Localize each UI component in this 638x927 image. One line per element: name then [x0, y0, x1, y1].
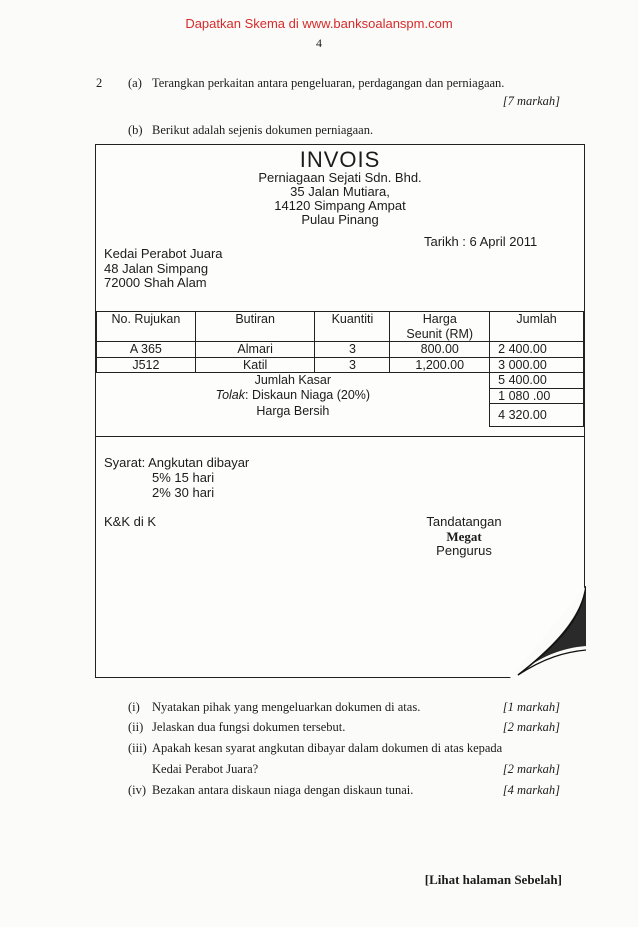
seller-state: Pulau Pinang — [301, 212, 379, 227]
table-row — [97, 357, 584, 373]
col-qty: Kuantiti — [315, 312, 390, 342]
row-ref: J512 — [97, 357, 196, 373]
subq-num: (i) — [128, 700, 140, 714]
row-total: 3 000.00 — [490, 357, 584, 373]
col-ref: No. Rujukan — [97, 312, 196, 342]
gross-label: Jumlah Kasar — [97, 373, 490, 389]
gross-value: 5 400.00 — [490, 373, 584, 389]
subq-marks: [1 markah] — [502, 700, 560, 714]
col-total: Jumlah — [490, 312, 584, 342]
discount-row — [97, 388, 584, 404]
term-item: 5% 15 hari — [152, 470, 215, 485]
part-b-label: (b) — [128, 123, 143, 137]
eoe-text: K&K di K — [104, 514, 157, 529]
seller-postcode: 14120 Simpang Ampat — [274, 198, 406, 213]
subq-text: Nyatakan pihak yang mengeluarkan dokumen di atas. — [152, 700, 421, 714]
invoice-table — [96, 311, 584, 427]
row-desc: Almari — [195, 342, 315, 358]
discount-prefix: Tolak — [215, 388, 245, 402]
buyer-name: Kedai Perabot Juara — [104, 246, 223, 261]
subq-text: Bezakan antara diskaun niaga dengan diskaun tunai. — [152, 783, 414, 797]
page-curl-icon — [510, 586, 586, 678]
discount-label — [97, 388, 490, 404]
subq-marks: [4 markah] — [502, 783, 560, 797]
subq-text: Apakah kesan syarat angkutan dibayar dalam dokumen di atas kepada — [152, 741, 503, 755]
row-desc: Katil — [195, 357, 315, 373]
buyer-address — [104, 247, 223, 291]
invoice-title: INVOIS — [299, 147, 381, 172]
row-total: 2 400.00 — [490, 342, 584, 358]
part-a-text: Terangkan perkaitan antara pengeluaran, perdagangan dan perniagaan. — [152, 76, 505, 90]
subq-num: (ii) — [128, 720, 144, 734]
subq-num: (iii) — [128, 741, 147, 755]
net-label: Harga Bersih — [97, 404, 490, 427]
row-price: 800.00 — [390, 342, 490, 358]
part-a-label: (a) — [128, 76, 142, 90]
subq-marks: [2 markah] — [502, 720, 560, 734]
watermark-text: Dapatkan Skema di www.banksoalanspm.com — [185, 16, 453, 31]
col-price-line2: Seunit (RM) — [406, 326, 474, 341]
row-qty: 3 — [315, 357, 390, 373]
part-b-text: Berikut adalah sejenis dokumen perniagaan. — [152, 123, 374, 137]
page-number: 4 — [316, 36, 322, 50]
next-page-note: [Lihat halaman Sebelah] — [424, 872, 562, 887]
term-item: 2% 30 hari — [152, 484, 215, 500]
sign-name: Megat — [446, 528, 482, 544]
buyer-street: 48 Jalan Simpang — [104, 260, 209, 276]
gross-row — [97, 373, 584, 389]
row-ref: A 365 — [97, 342, 196, 358]
terms-list — [152, 471, 214, 500]
signature-block — [414, 515, 514, 559]
subq-num: (iv) — [128, 783, 147, 797]
net-row — [97, 404, 584, 427]
row-price: 1,200.00 — [390, 357, 490, 373]
question-number: 2 — [96, 76, 103, 90]
seller-name: Perniagaan Sejati Sdn. Bhd. — [258, 170, 422, 185]
discount-text: : Diskaun Niaga (20%) — [245, 388, 371, 402]
subq-marks: [2 markah] — [502, 762, 560, 776]
terms-title: Syarat: Angkutan dibayar — [104, 455, 250, 470]
net-value: 4 320.00 — [490, 404, 584, 427]
part-a-marks: [7 markah] — [502, 94, 560, 108]
table-header-row — [97, 312, 584, 342]
invoice-date: Tarikh : 6 April 2011 — [424, 234, 538, 249]
seller-address — [96, 171, 584, 227]
col-price — [390, 312, 490, 342]
table-divider — [96, 436, 584, 437]
row-qty: 3 — [315, 342, 390, 358]
col-price-line1: Harga — [422, 312, 457, 326]
sign-title: Pengurus — [436, 543, 492, 558]
buyer-postcode: 72000 Shah Alam — [104, 275, 207, 290]
subq-text: Jelaskan dua fungsi dokumen tersebut. — [152, 720, 346, 734]
col-desc: Butiran — [195, 312, 315, 342]
subq-text-cont: Kedai Perabot Juara? — [152, 762, 259, 776]
discount-value: 1 080 .00 — [490, 388, 584, 404]
seller-street: 35 Jalan Mutiara, — [290, 184, 390, 199]
sign-label: Tandatangan — [426, 514, 502, 529]
table-row — [97, 342, 584, 358]
